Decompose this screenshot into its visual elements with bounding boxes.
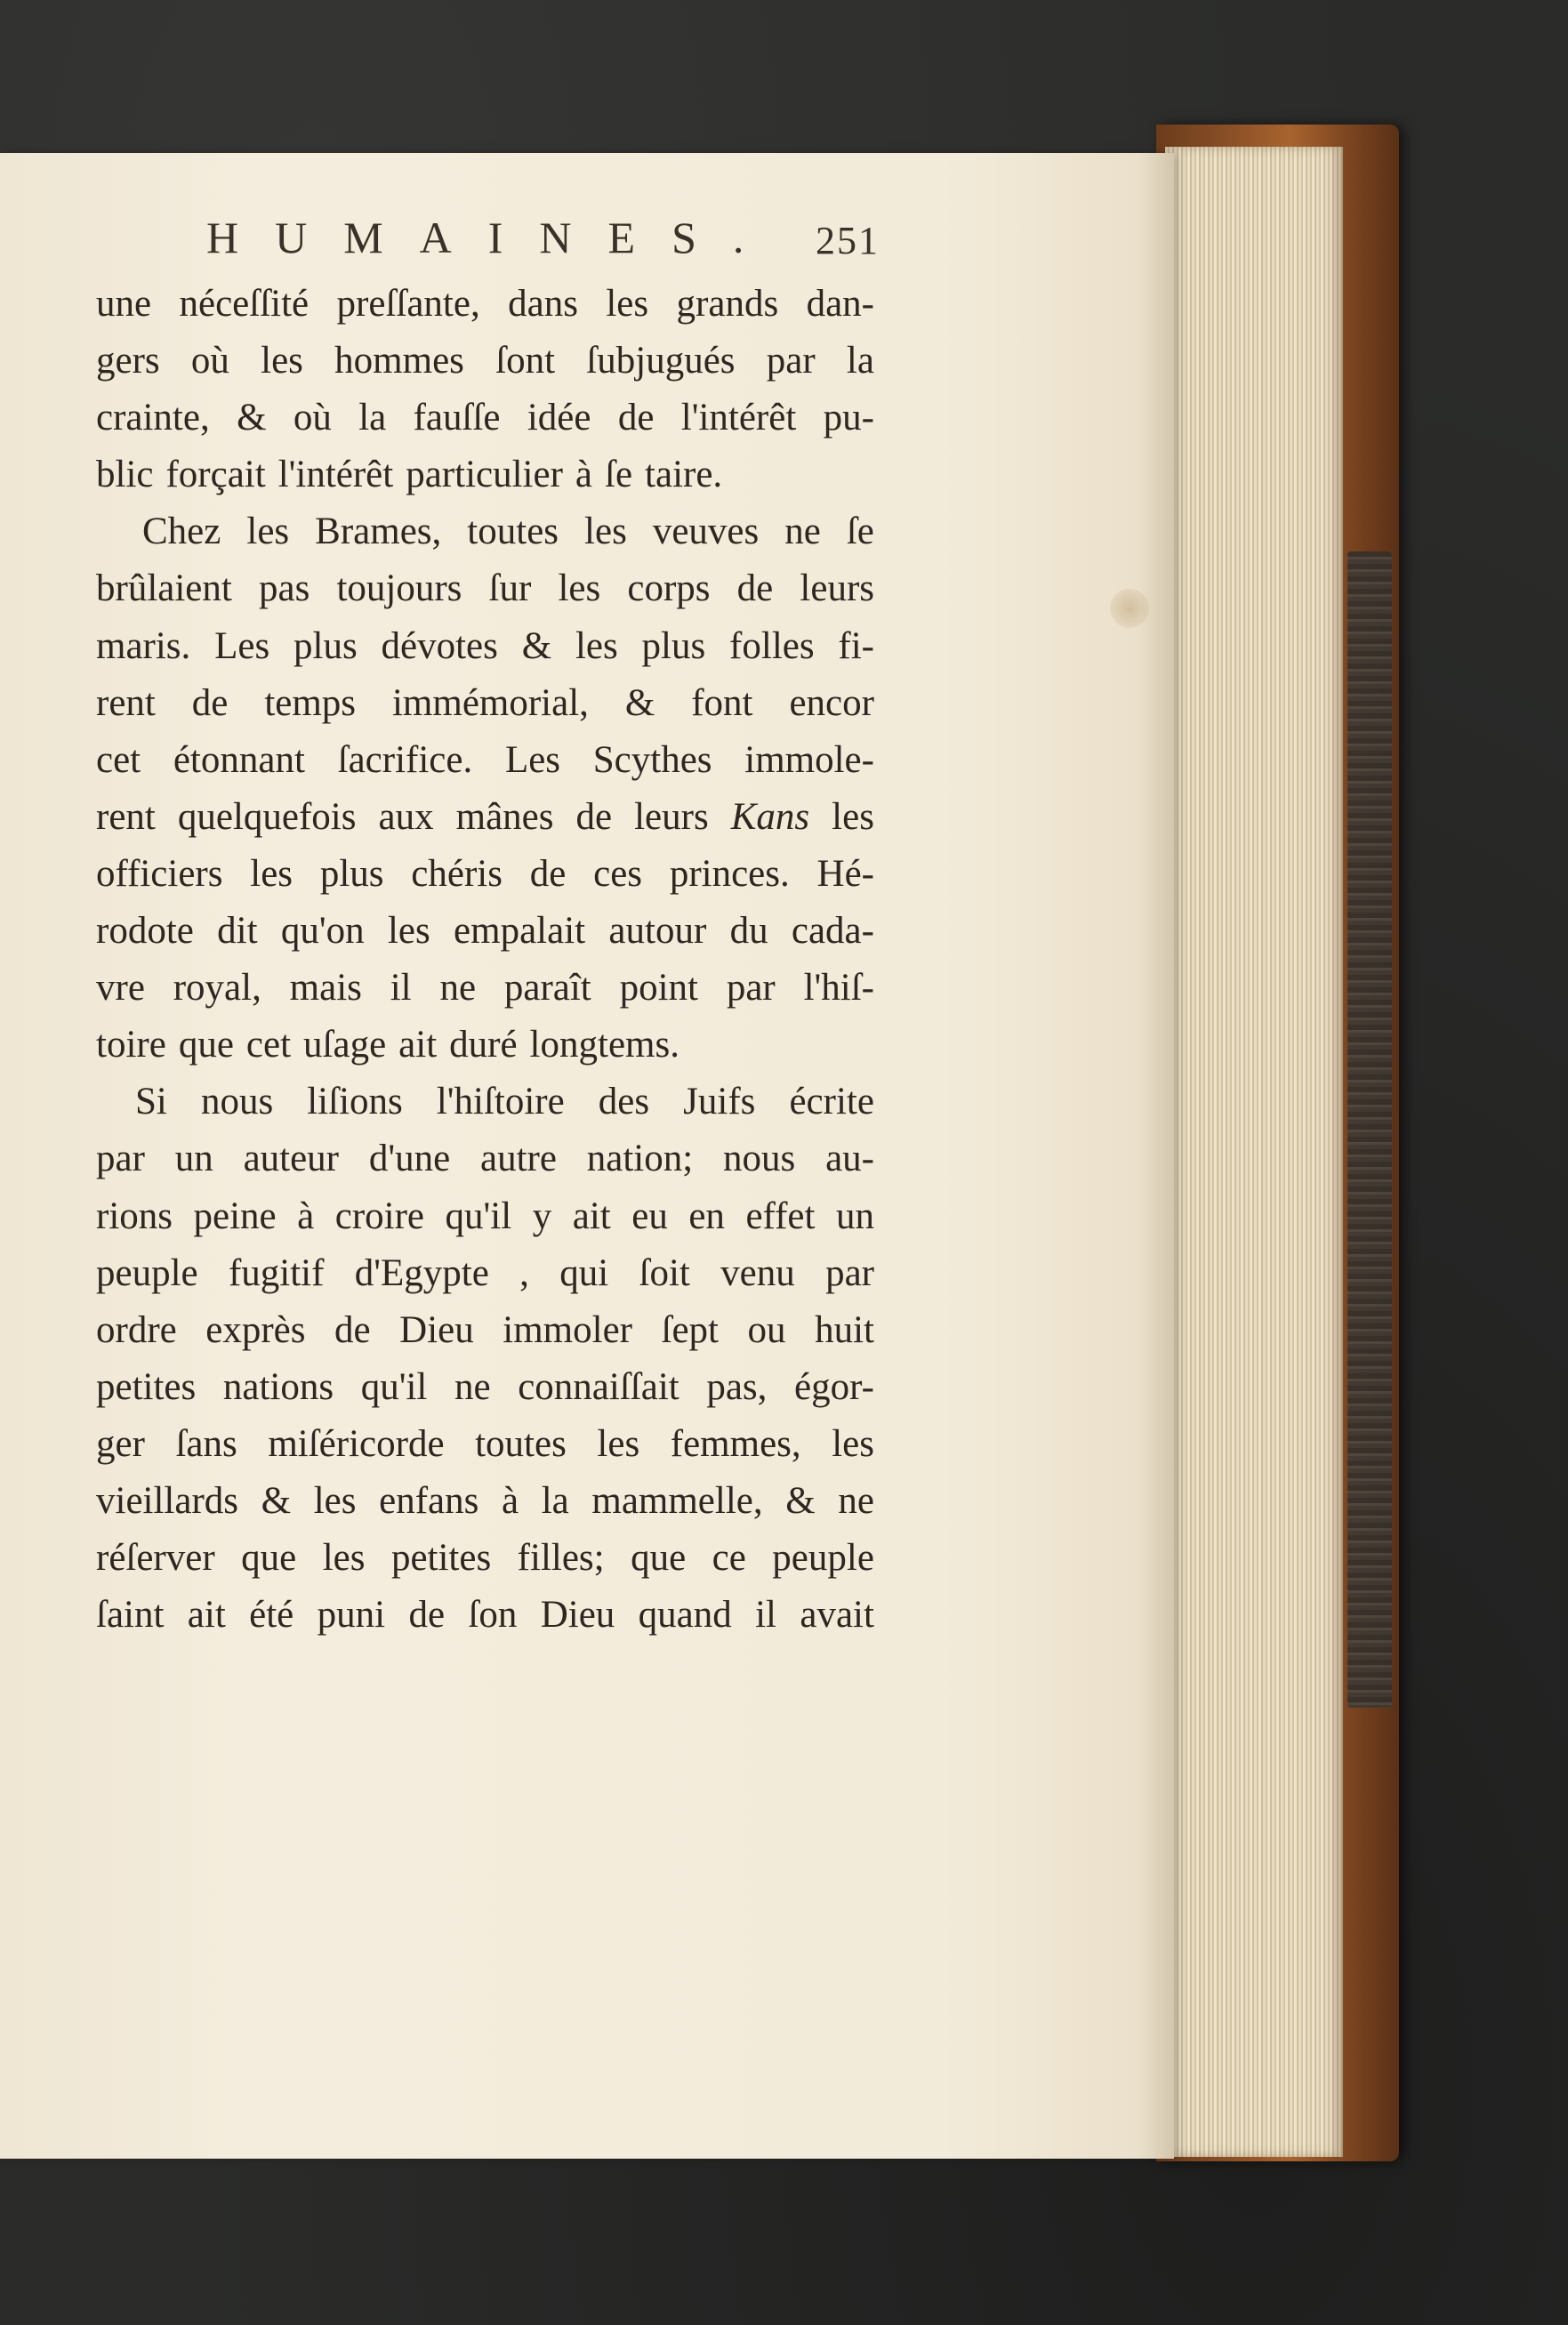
word: la [358, 397, 387, 439]
word: royal, [173, 967, 261, 1010]
word: Scythes [592, 738, 712, 781]
word: ne [838, 1479, 874, 1522]
word: Juifs [683, 1081, 756, 1123]
word: rent [96, 681, 156, 724]
text-line [96, 675, 874, 732]
word: cada- [791, 910, 874, 953]
word: y [532, 1195, 552, 1237]
word: immoler [503, 1308, 632, 1351]
word: où [190, 340, 229, 382]
word: ſont [495, 340, 556, 382]
word: réſerver [96, 1537, 215, 1580]
word: & [624, 681, 655, 724]
word: l'hiſ- [803, 967, 874, 1010]
word: officiers [96, 852, 223, 895]
word: avait [800, 1594, 874, 1637]
word: cet [245, 1024, 292, 1066]
word: ne [439, 967, 477, 1010]
word: d'Egypte [354, 1251, 489, 1294]
word: ſans [175, 1422, 237, 1465]
word: nation; [586, 1138, 694, 1180]
word: que [241, 1537, 297, 1580]
word: ce [712, 1537, 746, 1580]
word: rent [96, 795, 156, 838]
word: ſubjugués [586, 340, 736, 382]
text-line [96, 1017, 874, 1074]
word: toire [96, 1024, 166, 1066]
word: néceſſité [179, 283, 310, 325]
word: ait [398, 1024, 438, 1066]
word: l'hiſtoire [436, 1081, 565, 1123]
word: de [191, 681, 229, 724]
word: au- [825, 1138, 874, 1180]
text-line [96, 618, 874, 675]
cover-wear [1347, 551, 1392, 1708]
word: maris. [96, 624, 191, 667]
word: aux [378, 795, 434, 838]
word: qu'on [280, 910, 365, 953]
word: ſoit [639, 1251, 690, 1294]
word: ger [96, 1422, 145, 1465]
word: les [322, 1537, 366, 1580]
word: à [575, 454, 592, 496]
word: rions [96, 1195, 173, 1237]
word: qu'il [445, 1195, 512, 1237]
word: fauſſe [413, 397, 501, 439]
word: dit [217, 910, 258, 953]
word: les [832, 795, 874, 838]
word: leurs [634, 795, 709, 838]
word: quelquefois [177, 795, 357, 838]
word: font [691, 681, 753, 724]
word: les [584, 511, 627, 553]
word: l'intérêt [277, 454, 394, 496]
word: fugitif [228, 1251, 325, 1294]
word: liſions [307, 1081, 403, 1123]
word: la [541, 1479, 569, 1522]
word: Hé- [816, 852, 874, 895]
word: ait [572, 1195, 611, 1237]
text-line [96, 1416, 874, 1473]
word: plus [293, 624, 358, 667]
word: vre [96, 967, 145, 1010]
text-line [96, 903, 874, 960]
text-line [96, 1359, 874, 1416]
word: ſacrifice. [337, 738, 473, 781]
word: paraît [503, 967, 591, 1010]
body-text [96, 276, 874, 1644]
word: les [246, 511, 290, 553]
word: par [766, 340, 816, 382]
word: toutes [467, 511, 559, 553]
word: peine [193, 1195, 277, 1237]
word: toutes [475, 1422, 567, 1465]
word: eu [631, 1195, 668, 1237]
word: d'une [368, 1138, 451, 1180]
word: corps [627, 567, 711, 610]
word: ces [593, 852, 643, 895]
word: & [237, 397, 267, 439]
word: autre [480, 1138, 557, 1180]
word: Brames, [315, 511, 442, 553]
word: & [785, 1479, 816, 1522]
word: il [755, 1594, 777, 1637]
page-number: 251 [816, 219, 880, 262]
word: en [688, 1195, 725, 1237]
text-line [96, 1130, 874, 1187]
word: un [174, 1138, 213, 1180]
word: ſe [846, 511, 874, 553]
word: ne [454, 1365, 491, 1408]
word: écrite [789, 1081, 874, 1123]
word: dévotes [381, 624, 498, 667]
word: & [521, 624, 552, 667]
text-line [96, 960, 874, 1017]
word: duré [449, 1024, 518, 1066]
word: par [726, 967, 776, 1010]
text-line [96, 1473, 874, 1530]
word: les [250, 852, 293, 895]
word: particulier [406, 454, 563, 496]
word: temps [264, 681, 357, 724]
word: Les [214, 624, 270, 667]
word: plus [641, 624, 706, 667]
word: dans [508, 283, 578, 325]
word: ne [784, 511, 821, 553]
word: égor- [794, 1365, 874, 1408]
text-line [96, 789, 874, 846]
word: mânes [455, 795, 554, 838]
word: preſſante, [336, 283, 480, 325]
word: nous [723, 1138, 796, 1180]
word: blic [96, 454, 154, 496]
word: Si [135, 1081, 167, 1123]
word: empalait [454, 910, 586, 953]
text-line [96, 1188, 874, 1245]
word: Dieu [540, 1594, 615, 1637]
word: croire [334, 1195, 425, 1237]
word: plus [319, 852, 384, 895]
word: taire. [645, 454, 723, 496]
word: brûlaient [96, 567, 232, 610]
word: les [558, 567, 601, 610]
text-line [96, 1245, 874, 1302]
word: ſaint [96, 1594, 165, 1637]
word: de [617, 397, 655, 439]
word: où [293, 397, 332, 439]
word: Dieu [399, 1308, 474, 1351]
word: à [297, 1195, 315, 1237]
word: de [529, 852, 567, 895]
word: étonnant [173, 738, 305, 781]
word: point [619, 967, 698, 1010]
word: rodote [96, 910, 194, 953]
text-line [96, 732, 874, 789]
text-line [96, 333, 874, 390]
text-line [96, 560, 874, 617]
word: leurs [800, 567, 874, 610]
word: grands [676, 283, 779, 325]
word: princes. [669, 852, 790, 895]
word: pas, [706, 1365, 768, 1408]
word: les [575, 624, 618, 667]
word: dan- [806, 283, 874, 325]
foxing-spot [1110, 589, 1149, 628]
word: longtems. [529, 1024, 679, 1066]
text-line [96, 390, 874, 446]
word: nous [200, 1081, 274, 1123]
text-line [96, 276, 874, 333]
word: idée [527, 397, 591, 439]
word: ſur [488, 567, 532, 610]
word: les [387, 910, 430, 953]
running-head-title: HUMAINES. [206, 213, 781, 262]
word: quand [638, 1594, 732, 1637]
word: qu'il [360, 1365, 428, 1408]
word: une [96, 283, 152, 325]
word: mammelle, [591, 1479, 763, 1522]
word: huit [815, 1308, 874, 1351]
word: forçait [165, 454, 266, 496]
text-line [96, 446, 874, 503]
word: mais [289, 967, 362, 1010]
text-line [96, 503, 874, 560]
word: Chez [142, 511, 221, 553]
word: petites [390, 1537, 492, 1580]
word: effet [745, 1195, 816, 1237]
word: uſage [303, 1024, 387, 1066]
text-line [96, 846, 874, 903]
text-line [96, 1302, 874, 1359]
word: que [631, 1537, 687, 1580]
word: cet [96, 738, 141, 781]
text-line [96, 1530, 874, 1587]
word: auteur [243, 1138, 339, 1180]
word: qui [559, 1251, 609, 1294]
word: immole- [744, 738, 874, 781]
word: nations [222, 1365, 334, 1408]
word: immémorial, [391, 681, 589, 724]
word: de [334, 1308, 371, 1351]
word: & [261, 1479, 292, 1522]
word: ſon [468, 1594, 518, 1637]
word: peuple [96, 1251, 198, 1294]
word: à [501, 1479, 519, 1522]
page-block-fore-edge [1165, 147, 1343, 2157]
word: un [835, 1195, 874, 1237]
word: de [575, 795, 613, 838]
word: toujours [336, 567, 462, 610]
word: veuves [652, 511, 760, 553]
word: les [606, 283, 649, 325]
word: petites [96, 1365, 197, 1408]
word: les [832, 1422, 874, 1465]
word: les [313, 1479, 357, 1522]
word: les [597, 1422, 640, 1465]
word: vieillards [96, 1479, 239, 1522]
text-line [96, 1587, 874, 1644]
word: peuple [772, 1537, 874, 1580]
text-line [96, 1074, 874, 1130]
word: hommes [334, 340, 464, 382]
word: par [96, 1138, 145, 1180]
word: des [598, 1081, 650, 1123]
word: connaiſſait [518, 1365, 679, 1408]
word: par [825, 1251, 874, 1294]
word: que [178, 1024, 234, 1066]
word: ſe [605, 454, 633, 496]
word: venu [720, 1251, 795, 1294]
word: pas [258, 567, 310, 610]
word: fi- [838, 624, 874, 667]
word: exprès [205, 1308, 306, 1351]
word: ſept [661, 1308, 719, 1351]
word: puni [317, 1594, 386, 1637]
word: été [249, 1594, 294, 1637]
word: autour [608, 910, 707, 953]
word: ordre [96, 1308, 177, 1351]
word: l'intérêt [680, 397, 797, 439]
word: filles; [517, 1537, 605, 1580]
word: crainte, [96, 397, 210, 439]
word: Les [504, 738, 561, 781]
word: femmes, [670, 1422, 801, 1465]
word: gers [96, 340, 160, 382]
word: ou [747, 1308, 786, 1351]
word: de [408, 1594, 446, 1637]
word: les [261, 340, 303, 382]
word: enfans [379, 1479, 479, 1522]
word: pu- [823, 397, 874, 439]
word: , [519, 1251, 529, 1294]
word: encor [789, 681, 874, 724]
word: de [736, 567, 774, 610]
running-head [206, 206, 880, 269]
word: miſéricorde [268, 1422, 445, 1465]
word: du [729, 910, 768, 953]
word: Kans [730, 795, 810, 838]
word: ait [187, 1594, 226, 1637]
word: folles [729, 624, 815, 667]
word: il [390, 967, 412, 1010]
word: la [846, 340, 874, 382]
word: chéris [411, 852, 503, 895]
